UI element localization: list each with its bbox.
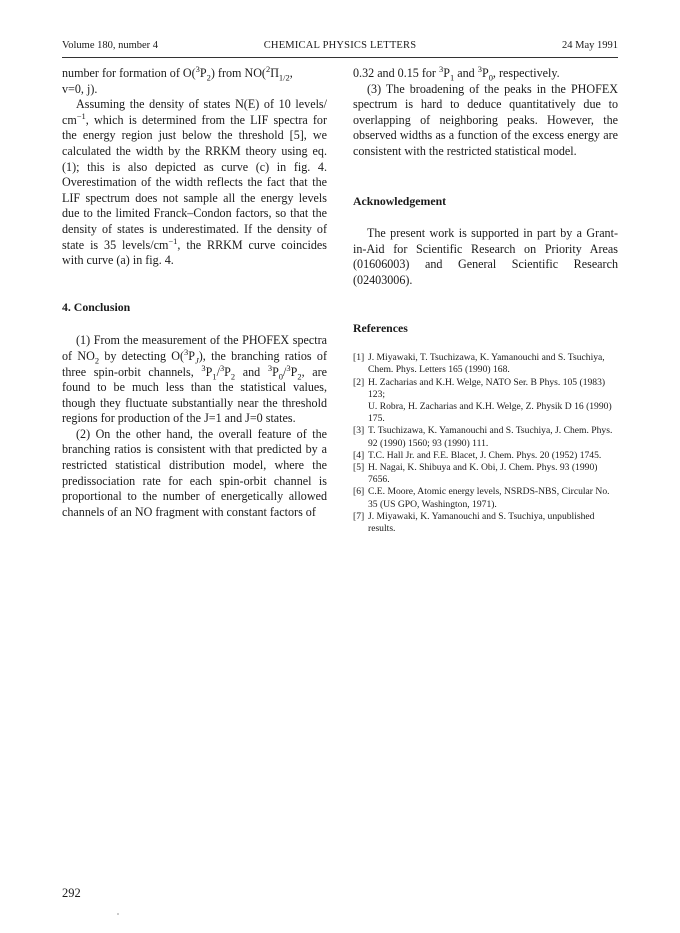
reference-item: [1] J. Miyawaki, T. Tsuchizawa, K. Yamanouchi and S. Tsuchiya, Chem. Phys. Letters 165 (1990) 168. xyxy=(353,352,605,376)
conclusion-point-1: (1) From the measurement of the PHOFEX spectra of $NO_2$ by detecting $O(^3P_J)$, the branching ratios of three spin-orbit channels, $^3P_1/^3P_2$ and $^3P_0/^3P_2$, are found to be much less than the statistical values, though they fluctuate substantially near the threshold regions for production of the J=1 and J=0 states. xyxy=(62,333,328,426)
volume-info: Volume 180, number 4 xyxy=(62,40,159,51)
issue-date: 24 May 1991 xyxy=(562,40,618,51)
conclusion-point-3: (3) The broadening of the peaks in the PHOFEX spectrum is hard to deduce quantitatively due to overlapping of neighboring peaks. However, the observed widths as a function of the excess energy are consistent with the restricted statistical model. xyxy=(353,81,618,158)
right-column xyxy=(353,63,618,535)
left-column xyxy=(62,63,328,520)
reference-item: [6] C.E. Moore, Atomic energy levels, NSRDS-NBS, Circular No. 35 (US GPO, Washington, 1971). xyxy=(353,486,610,510)
reference-item-continued: U. Robra, H. Zacharias and K.H. Welge, Z. Physik D 16 (1990) 175. xyxy=(368,400,612,425)
reference-item: [4] T.C. Hall Jr. and F.E. Blacet, J. Chem. Phys. 20 (1952) 1745. xyxy=(353,449,602,461)
running-header xyxy=(62,40,618,54)
reference-item: [7] J. Miyawaki, K. Yamanouchi and S. Tsuchiya, unpublished results. xyxy=(353,510,595,534)
conclusion-point-2: (2) On the other hand, the overall feature of the branching ratios is consistent with that predicted by a restricted statistical distribution model, where the predissociation rate for each spin-orbit channel is proportional to the number of energetically allowed channels of an NO fragment with constant factors of xyxy=(62,426,327,519)
paragraph-continued: number for formation of $O(^3P_2)$ from $NO(^2\Pi_{1/2}$, v=0, j). xyxy=(62,63,293,96)
acknowledgement-text: The present work is supported in part by a Grant-in-Aid for Scientific Research on Priority Areas (01606003) and General Scientific Research (02403006). xyxy=(353,226,618,287)
journal-name: CHEMICAL PHYSICS LETTERS xyxy=(263,40,417,51)
section-heading-references: References xyxy=(353,320,408,335)
reference-item: [2] H. Zacharias and K.H. Welge, NATO Ser. B Phys. 105 (1983) 123; xyxy=(353,376,606,400)
conclusion-continued: 0.32 and 0.15 for $^3P_1$ and $^3P_0$, respectively. xyxy=(353,63,560,83)
section-heading-conclusion: 4. Conclusion xyxy=(62,299,131,314)
reference-item: [5] H. Nagai, K. Shibuya and K. Obi, J. Chem. Phys. 93 (1990) 7656. xyxy=(353,461,598,486)
page-number: 292 xyxy=(62,886,81,900)
section-heading-acknowledgement: Acknowledgement xyxy=(353,193,447,208)
paragraph-rrkm: Assuming the density of states N(E) of 10 levels/ $cm^{-1}$, which is determined from the LIF spectra for the energy region just below the threshold [5], we calculated the width by the RRKM theory using eq. (1); this is also depicted as curve (c) in fig. 4. Overestimation of the width reflects the fact that the LIF spectrum does not sample all the energy levels due to the limited Franck–Condon factors, so that the density of states is underestimated. If the density of state is 35 levels/$cm^{-1}$, the RRKM curve coincides with curve (a) in fig. 4. xyxy=(62,97,327,268)
header-rule xyxy=(62,57,618,58)
scan-speck xyxy=(117,913,119,915)
reference-list xyxy=(353,352,618,535)
reference-item: [3] T. Tsuchizawa, K. Yamanouchi and S. Tsuchiya, J. Chem. Phys. 92 (1990) 1560; 93 (1990) 111. xyxy=(353,425,613,449)
